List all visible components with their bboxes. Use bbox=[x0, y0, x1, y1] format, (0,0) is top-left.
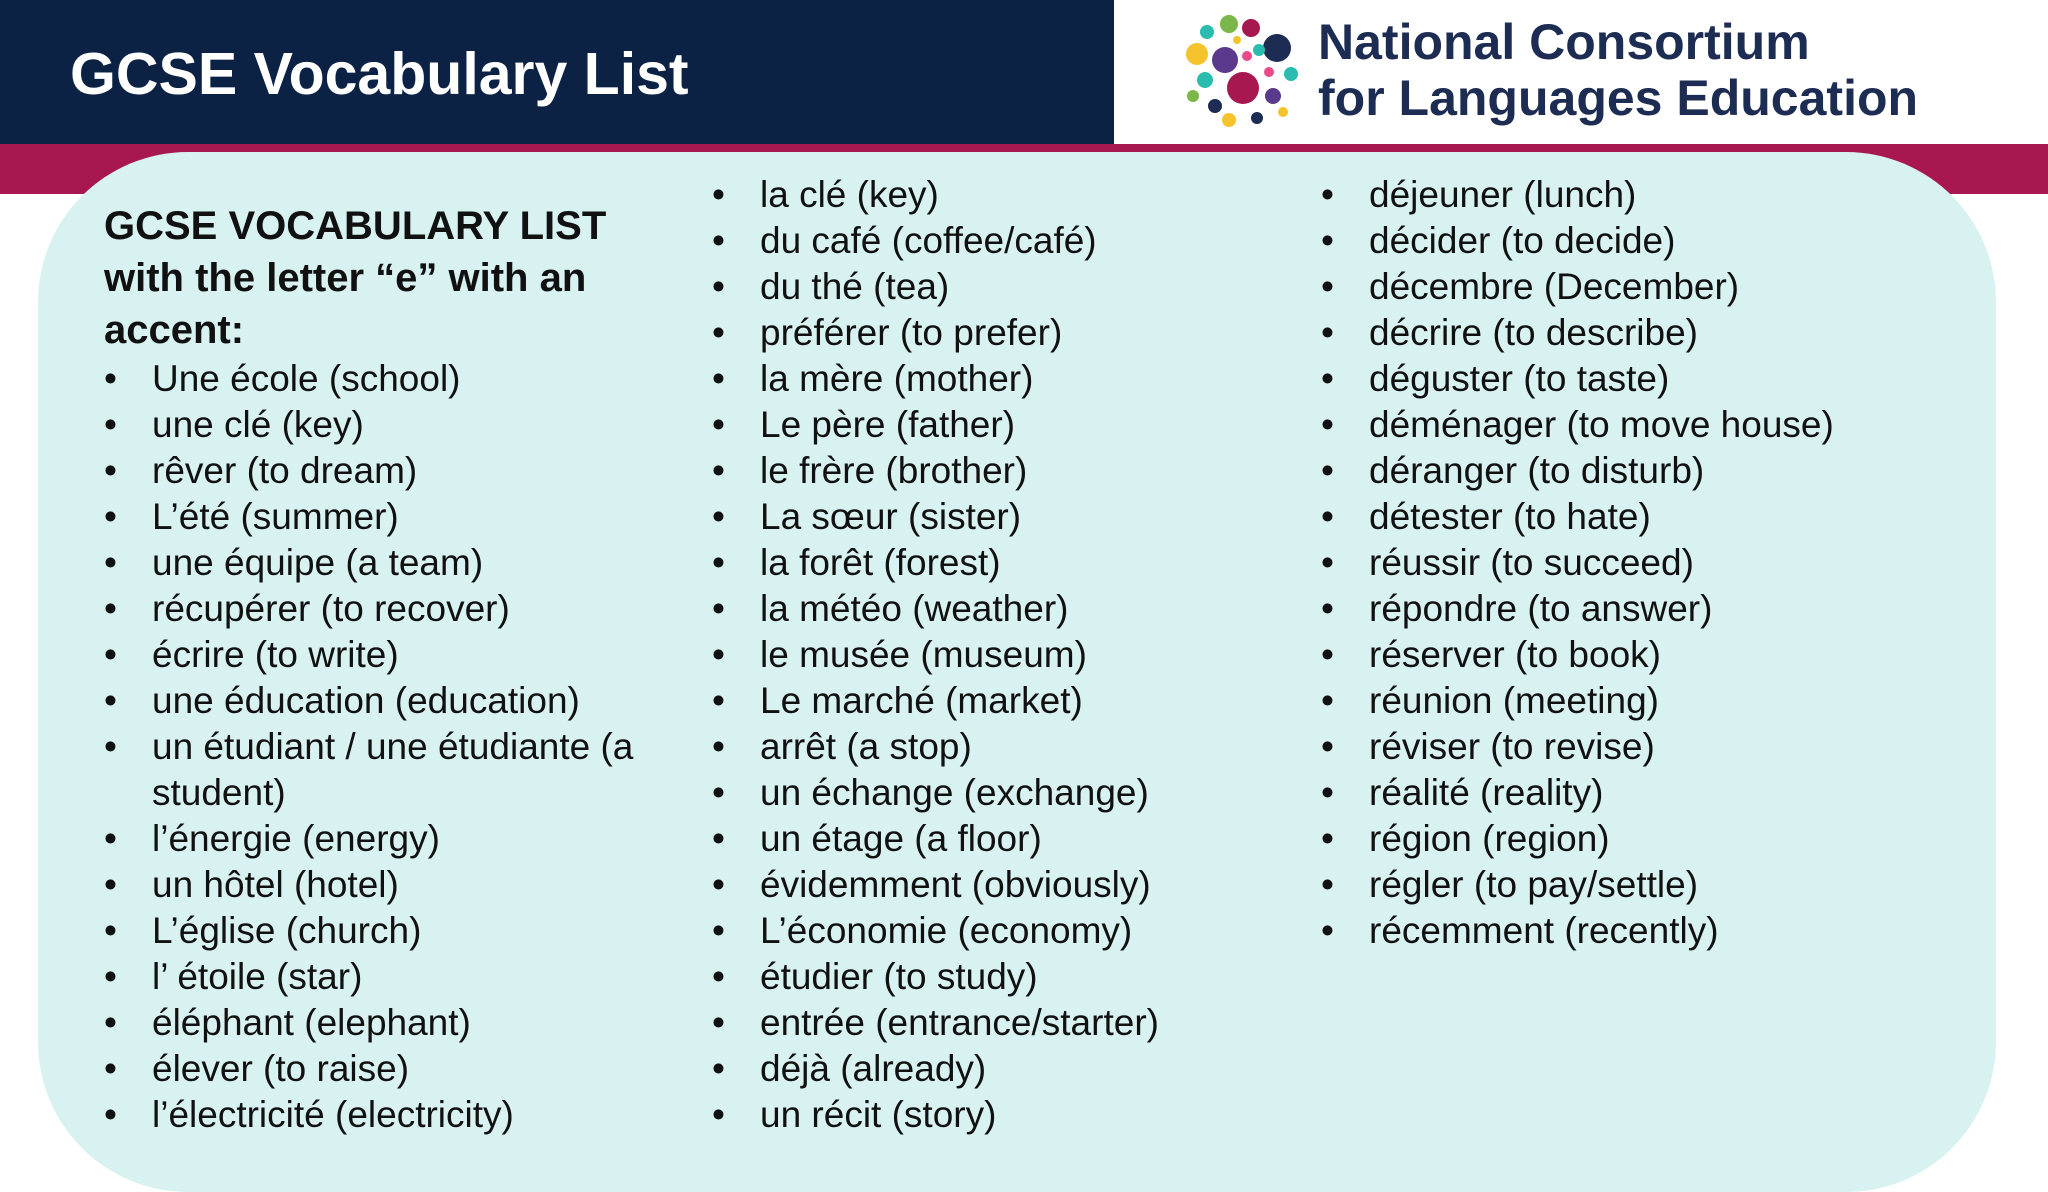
list-item bbox=[1321, 264, 1961, 310]
vocab-entry: entrée (entrance/starter) bbox=[760, 1002, 1159, 1043]
bullet-icon: • bbox=[712, 1002, 725, 1043]
bullet-icon: • bbox=[712, 404, 725, 445]
list-item bbox=[104, 448, 664, 494]
list-heading bbox=[104, 200, 704, 356]
bullet-icon: • bbox=[712, 542, 725, 583]
bullet-icon: • bbox=[712, 496, 725, 537]
bullet-icon: • bbox=[104, 634, 117, 675]
bullet-icon: • bbox=[1321, 772, 1334, 813]
bullet-icon: • bbox=[104, 588, 117, 629]
bullet-icon: • bbox=[104, 496, 117, 537]
bullet-icon: • bbox=[104, 358, 117, 399]
vocab-entry: déguster (to taste) bbox=[1369, 358, 1670, 399]
list-item bbox=[1321, 540, 1961, 586]
vocab-entry: régler (to pay/settle) bbox=[1369, 864, 1699, 905]
list-item bbox=[1321, 310, 1961, 356]
bullet-icon: • bbox=[104, 450, 117, 491]
list-item bbox=[1321, 632, 1961, 678]
list-heading-line2: with the letter “e” with an bbox=[104, 256, 587, 300]
vocab-entry: déjà (already) bbox=[760, 1048, 987, 1089]
vocab-entry: un récit (story) bbox=[760, 1094, 997, 1135]
vocab-entry: déménager (to move house) bbox=[1369, 404, 1834, 445]
bullet-icon: • bbox=[1321, 818, 1334, 859]
list-item bbox=[712, 678, 1272, 724]
vocab-entry: Une école (school) bbox=[152, 358, 461, 399]
bullet-icon: • bbox=[1321, 450, 1334, 491]
bullet-icon: • bbox=[712, 1048, 725, 1089]
organisation-name bbox=[1318, 14, 1918, 126]
page-title: GCSE Vocabulary List bbox=[70, 41, 689, 107]
list-item bbox=[104, 1000, 664, 1046]
bullet-icon: • bbox=[712, 910, 725, 951]
bullet-icon: • bbox=[1321, 864, 1334, 905]
vocab-entry: du café (coffee/café) bbox=[760, 220, 1097, 261]
vocab-entry: la météo (weather) bbox=[760, 588, 1069, 629]
vocab-entry: écrire (to write) bbox=[152, 634, 399, 675]
bullet-icon: • bbox=[712, 450, 725, 491]
vocab-entry: déjeuner (lunch) bbox=[1369, 174, 1637, 215]
bullet-icon: • bbox=[104, 1048, 117, 1089]
list-item bbox=[1321, 908, 1961, 954]
vocab-entry: arrêt (a stop) bbox=[760, 726, 972, 767]
vocab-entry: réalité (reality) bbox=[1369, 772, 1604, 813]
bullet-icon: • bbox=[1321, 174, 1334, 215]
list-item bbox=[712, 1092, 1272, 1138]
list-item bbox=[1321, 172, 1961, 218]
bullet-icon: • bbox=[712, 772, 725, 813]
vocab-entry: réunion (meeting) bbox=[1369, 680, 1659, 721]
list-item bbox=[1321, 862, 1961, 908]
vocab-entry: rêver (to dream) bbox=[152, 450, 418, 491]
vocab-entry: décider (to decide) bbox=[1369, 220, 1676, 261]
vocab-list-column-1 bbox=[104, 356, 664, 1138]
vocab-list-column-2 bbox=[712, 172, 1272, 1138]
list-item bbox=[712, 1046, 1272, 1092]
vocab-entry: réussir (to succeed) bbox=[1369, 542, 1694, 583]
list-item bbox=[712, 770, 1272, 816]
list-item bbox=[104, 862, 664, 908]
list-item bbox=[104, 908, 664, 954]
list-item bbox=[104, 816, 664, 862]
list-item bbox=[1321, 724, 1961, 770]
bullet-icon: • bbox=[104, 910, 117, 951]
bullet-icon: • bbox=[712, 956, 725, 997]
vocab-entry: La sœur (sister) bbox=[760, 496, 1022, 537]
bullet-icon: • bbox=[1321, 220, 1334, 261]
vocab-entry: L’économie (economy) bbox=[760, 910, 1133, 951]
vocab-entry: une équipe (a team) bbox=[152, 542, 484, 583]
bullet-icon: • bbox=[1321, 680, 1334, 721]
list-item bbox=[104, 356, 664, 402]
vocab-entry: la forêt (forest) bbox=[760, 542, 1001, 583]
list-item bbox=[104, 540, 664, 586]
vocab-entry: Le marché (market) bbox=[760, 680, 1083, 721]
vocab-entry: une éducation (education) bbox=[152, 680, 580, 721]
vocab-entry: préférer (to prefer) bbox=[760, 312, 1063, 353]
list-item bbox=[712, 402, 1272, 448]
list-item bbox=[712, 310, 1272, 356]
vocab-list-column-3 bbox=[1321, 172, 1961, 954]
list-item bbox=[712, 1000, 1272, 1046]
bullet-icon: • bbox=[104, 956, 117, 997]
vocab-entry: récemment (recently) bbox=[1369, 910, 1719, 951]
bullet-icon: • bbox=[712, 726, 725, 767]
list-item bbox=[104, 1046, 664, 1092]
bullet-icon: • bbox=[1321, 266, 1334, 307]
bullet-icon: • bbox=[1321, 588, 1334, 629]
list-item bbox=[1321, 218, 1961, 264]
vocab-entry: l’ étoile (star) bbox=[152, 956, 363, 997]
vocab-entry: éléphant (elephant) bbox=[152, 1002, 471, 1043]
vocab-entry: réserver (to book) bbox=[1369, 634, 1661, 675]
bullet-icon: • bbox=[1321, 404, 1334, 445]
bullet-icon: • bbox=[712, 634, 725, 675]
header-bar bbox=[0, 0, 1114, 144]
list-item bbox=[104, 724, 664, 816]
bullet-icon: • bbox=[712, 588, 725, 629]
list-item bbox=[712, 448, 1272, 494]
list-item bbox=[712, 724, 1272, 770]
list-item bbox=[712, 218, 1272, 264]
vocab-entry: région (region) bbox=[1369, 818, 1610, 859]
list-item bbox=[104, 678, 664, 724]
list-item bbox=[712, 172, 1272, 218]
list-item bbox=[1321, 586, 1961, 632]
vocab-entry: Le père (father) bbox=[760, 404, 1016, 445]
list-item bbox=[104, 954, 664, 1000]
vocab-entry: déranger (to disturb) bbox=[1369, 450, 1705, 491]
list-heading-line3: accent: bbox=[104, 308, 245, 352]
bullet-icon: • bbox=[712, 358, 725, 399]
list-item bbox=[104, 632, 664, 678]
list-item bbox=[104, 402, 664, 448]
organisation-name-line1: National Consortium bbox=[1318, 14, 1810, 70]
bullet-icon: • bbox=[712, 312, 725, 353]
list-item bbox=[712, 494, 1272, 540]
bullet-icon: • bbox=[104, 1094, 117, 1135]
vocab-entry: évidemment (obviously) bbox=[760, 864, 1151, 905]
list-item bbox=[712, 632, 1272, 678]
vocab-entry: un hôtel (hotel) bbox=[152, 864, 399, 905]
bullet-icon: • bbox=[1321, 542, 1334, 583]
vocab-entry: étudier (to study) bbox=[760, 956, 1038, 997]
list-item bbox=[104, 1092, 664, 1138]
vocab-entry: réviser (to revise) bbox=[1369, 726, 1655, 767]
bullet-icon: • bbox=[712, 1094, 725, 1135]
vocab-entry: l’électricité (electricity) bbox=[152, 1094, 514, 1135]
bullet-icon: • bbox=[104, 404, 117, 445]
bullet-icon: • bbox=[104, 818, 117, 859]
bullet-icon: • bbox=[104, 542, 117, 583]
list-item bbox=[712, 862, 1272, 908]
vocab-entry: L’été (summer) bbox=[152, 496, 399, 537]
vocab-entry: l’énergie (energy) bbox=[152, 818, 440, 859]
bullet-icon: • bbox=[1321, 312, 1334, 353]
list-item bbox=[712, 586, 1272, 632]
list-item bbox=[712, 954, 1272, 1000]
bullet-icon: • bbox=[712, 220, 725, 261]
vocab-entry: le musée (museum) bbox=[760, 634, 1087, 675]
vocab-entry: le frère (brother) bbox=[760, 450, 1028, 491]
list-item bbox=[104, 494, 664, 540]
list-item bbox=[1321, 770, 1961, 816]
list-item bbox=[1321, 402, 1961, 448]
vocab-entry: du thé (tea) bbox=[760, 266, 950, 307]
vocab-entry: un échange (exchange) bbox=[760, 772, 1149, 813]
bullet-icon: • bbox=[104, 864, 117, 905]
bullet-icon: • bbox=[104, 1002, 117, 1043]
list-item bbox=[1321, 356, 1961, 402]
bullet-icon: • bbox=[712, 266, 725, 307]
bullet-icon: • bbox=[1321, 726, 1334, 767]
bullet-icon: • bbox=[712, 864, 725, 905]
vocab-entry: récupérer (to recover) bbox=[152, 588, 510, 629]
vocab-entry: la mère (mother) bbox=[760, 358, 1034, 399]
logo-icon bbox=[1185, 14, 1301, 130]
list-item bbox=[1321, 494, 1961, 540]
bullet-icon: • bbox=[1321, 358, 1334, 399]
list-item bbox=[1321, 678, 1961, 724]
list-item bbox=[712, 356, 1272, 402]
list-item bbox=[712, 264, 1272, 310]
list-item bbox=[712, 908, 1272, 954]
vocab-entry: un étudiant / une étudiante (a student) bbox=[152, 726, 634, 813]
bullet-icon: • bbox=[1321, 634, 1334, 675]
list-item bbox=[712, 540, 1272, 586]
bullet-icon: • bbox=[104, 726, 117, 767]
list-item bbox=[1321, 448, 1961, 494]
vocab-entry: élever (to raise) bbox=[152, 1048, 410, 1089]
bullet-icon: • bbox=[712, 174, 725, 215]
list-item bbox=[104, 586, 664, 632]
list-item bbox=[1321, 816, 1961, 862]
vocab-entry: décrire (to describe) bbox=[1369, 312, 1699, 353]
vocab-entry: détester (to hate) bbox=[1369, 496, 1651, 537]
bullet-icon: • bbox=[1321, 910, 1334, 951]
vocab-entry: L’église (church) bbox=[152, 910, 422, 951]
vocab-entry: la clé (key) bbox=[760, 174, 939, 215]
vocab-entry: un étage (a floor) bbox=[760, 818, 1042, 859]
bullet-icon: • bbox=[712, 680, 725, 721]
bullet-icon: • bbox=[1321, 496, 1334, 537]
vocab-entry: une clé (key) bbox=[152, 404, 364, 445]
bullet-icon: • bbox=[104, 680, 117, 721]
bullet-icon: • bbox=[712, 818, 725, 859]
organisation-name-line2: for Languages Education bbox=[1318, 70, 1919, 126]
list-heading-line1: GCSE VOCABULARY LIST bbox=[104, 204, 607, 248]
vocab-entry: décembre (December) bbox=[1369, 266, 1740, 307]
vocab-entry: répondre (to answer) bbox=[1369, 588, 1713, 629]
list-item bbox=[712, 816, 1272, 862]
